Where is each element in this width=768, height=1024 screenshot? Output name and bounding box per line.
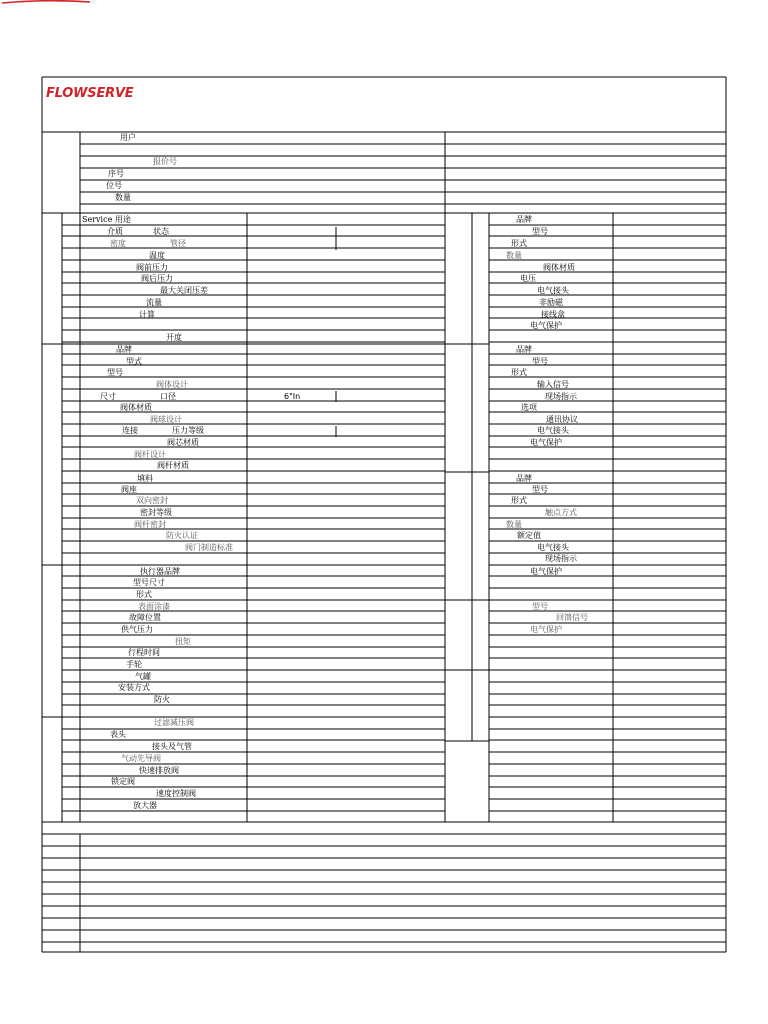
ls-model-label: 型号 — [532, 485, 548, 494]
handwheel-label: 手轮 — [126, 660, 142, 669]
filter-regulator-label: 过滤减压阀 — [154, 718, 194, 727]
mfg-standard-label: 阀门制造标准 — [185, 543, 233, 552]
bore-label: 口径 — [160, 392, 176, 401]
sol-model-label: 型号 — [532, 227, 548, 236]
ls-electrical-conn-label: 电气接头 — [537, 543, 569, 552]
core-material-label: 阀芯材质 — [167, 438, 199, 447]
state-label: 状态 — [153, 227, 169, 236]
torque-label: 扭矩 — [175, 637, 191, 646]
pressure-rating-label: 压力等级 — [172, 426, 204, 435]
fire-cert-label: 防火认证 — [166, 531, 198, 540]
max-shutoff-dp-label: 最大关闭压差 — [160, 286, 208, 295]
outlet-pressure-label: 阀后压力 — [141, 274, 173, 283]
actuator-brand-label: 执行器品牌 — [140, 567, 180, 576]
pos-local-indication-label: 现场指示 — [545, 392, 577, 401]
pos-brand-label: 品牌 — [516, 345, 532, 354]
bi-seal-label: 双向密封 — [136, 496, 168, 505]
speed-control-label: 速度控制阀 — [156, 789, 196, 798]
tubing-label: 表头 — [110, 730, 126, 739]
ls-contact-type-label: 触点方式 — [545, 508, 577, 517]
mounting-label: 安装方式 — [118, 683, 150, 692]
sol-voltage-label: 电压 — [520, 274, 536, 283]
pos-input-signal-label: 输入信号 — [537, 380, 569, 389]
ball-design-label: 阀球设计 — [150, 415, 182, 424]
sol-brand-label: 品牌 — [516, 215, 532, 224]
quantity-label: 数量 — [115, 193, 131, 202]
stem-material-label: 阀杆材质 — [157, 461, 189, 470]
ls-type-label: 形式 — [511, 496, 527, 505]
pos-comm-protocol-label: 通讯协议 — [546, 415, 578, 424]
air-supply-label: 供气压力 — [121, 625, 153, 634]
stem-seal-label: 阀杆密封 — [134, 520, 166, 529]
fireproof-label: 防火 — [154, 695, 170, 704]
logo-text: FLOWSERVE — [46, 86, 134, 101]
air-tank-label: 气罐 — [135, 672, 151, 681]
size-value: 6"In — [284, 392, 301, 401]
tag-label: 位号 — [106, 181, 122, 190]
logo-swoosh-icon — [0, 0, 92, 4]
body-type-label: 型式 — [126, 357, 142, 366]
pipe-size-label: 管径 — [170, 239, 186, 248]
tx-feedback-signal-label: 回馈信号 — [556, 613, 588, 622]
ls-brand-label: 品牌 — [516, 474, 532, 483]
opening-label: 开度 — [166, 333, 182, 342]
coating-label: 表面涂漆 — [138, 602, 170, 611]
body-brand-label: 品牌 — [116, 345, 132, 354]
item-no-label: 序号 — [108, 169, 124, 178]
booster-label: 放大器 — [133, 801, 157, 810]
connection-label: 连接 — [122, 426, 138, 435]
body-model-label: 型号 — [107, 368, 123, 377]
ls-local-indication-label: 现场指示 — [545, 554, 577, 563]
customer-label: 用户 — [120, 133, 136, 142]
actuator-type-label: 形式 — [136, 590, 152, 599]
lock-valve-label: 锁定阀 — [111, 777, 135, 786]
body-design-label: 阀体设计 — [156, 380, 188, 389]
sol-type-label: 形式 — [511, 239, 527, 248]
pos-electrical-protection-label: 电气保护 — [530, 438, 562, 447]
sol-electrical-protection-label: 电气保护 — [530, 321, 562, 330]
inlet-pressure-label: 阀前压力 — [136, 263, 168, 272]
tx-model-label: 型号 — [532, 602, 548, 611]
ls-rated-value-label: 额定值 — [517, 531, 541, 540]
pilot-valve-label: 气动先导阀 — [121, 754, 161, 763]
pos-options-label: 选项 — [521, 403, 537, 412]
sol-electrical-conn-label: 电气接头 — [537, 286, 569, 295]
tx-electrical-protection-label: 电气保护 — [530, 625, 562, 634]
sol-non-excited-label: 非励磁 — [539, 298, 563, 307]
seat-label: 阀座 — [121, 485, 137, 494]
pos-model-label: 型号 — [532, 357, 548, 366]
ls-quantity-label: 数量 — [506, 520, 522, 529]
pos-electrical-conn-label: 电气接头 — [537, 426, 569, 435]
quick-exhaust-label: 快速排放阀 — [139, 766, 179, 775]
fail-position-label: 故障位置 — [129, 613, 161, 622]
body-material-label: 阀体材质 — [120, 403, 152, 412]
flow-label: 流量 — [146, 298, 162, 307]
pos-type-label: 形式 — [511, 368, 527, 377]
calc-label: 计算 — [139, 310, 155, 319]
actuator-model-size-label: 型号尺寸 — [133, 578, 165, 587]
density-label: 密度 — [110, 239, 126, 248]
seal-class-label: 密封等级 — [140, 508, 172, 517]
service-label: Service 用途 — [82, 215, 131, 224]
size-label: 尺寸 — [100, 392, 116, 401]
sol-junction-box-label: 接线盒 — [541, 310, 565, 319]
quote-no-label: 报价号 — [153, 157, 177, 166]
temperature-label: 温度 — [149, 251, 165, 260]
sol-body-material-label: 阀体材质 — [543, 263, 575, 272]
packing-label: 填料 — [137, 474, 153, 483]
ls-electrical-protection-label: 电气保护 — [530, 567, 562, 576]
sol-quantity-label: 数量 — [506, 251, 522, 260]
stem-design-label: 阀杆设计 — [134, 450, 166, 459]
stroke-time-label: 行程时间 — [128, 648, 160, 657]
fittings-label: 接头及气管 — [152, 742, 192, 751]
medium-label: 介质 — [107, 227, 123, 236]
